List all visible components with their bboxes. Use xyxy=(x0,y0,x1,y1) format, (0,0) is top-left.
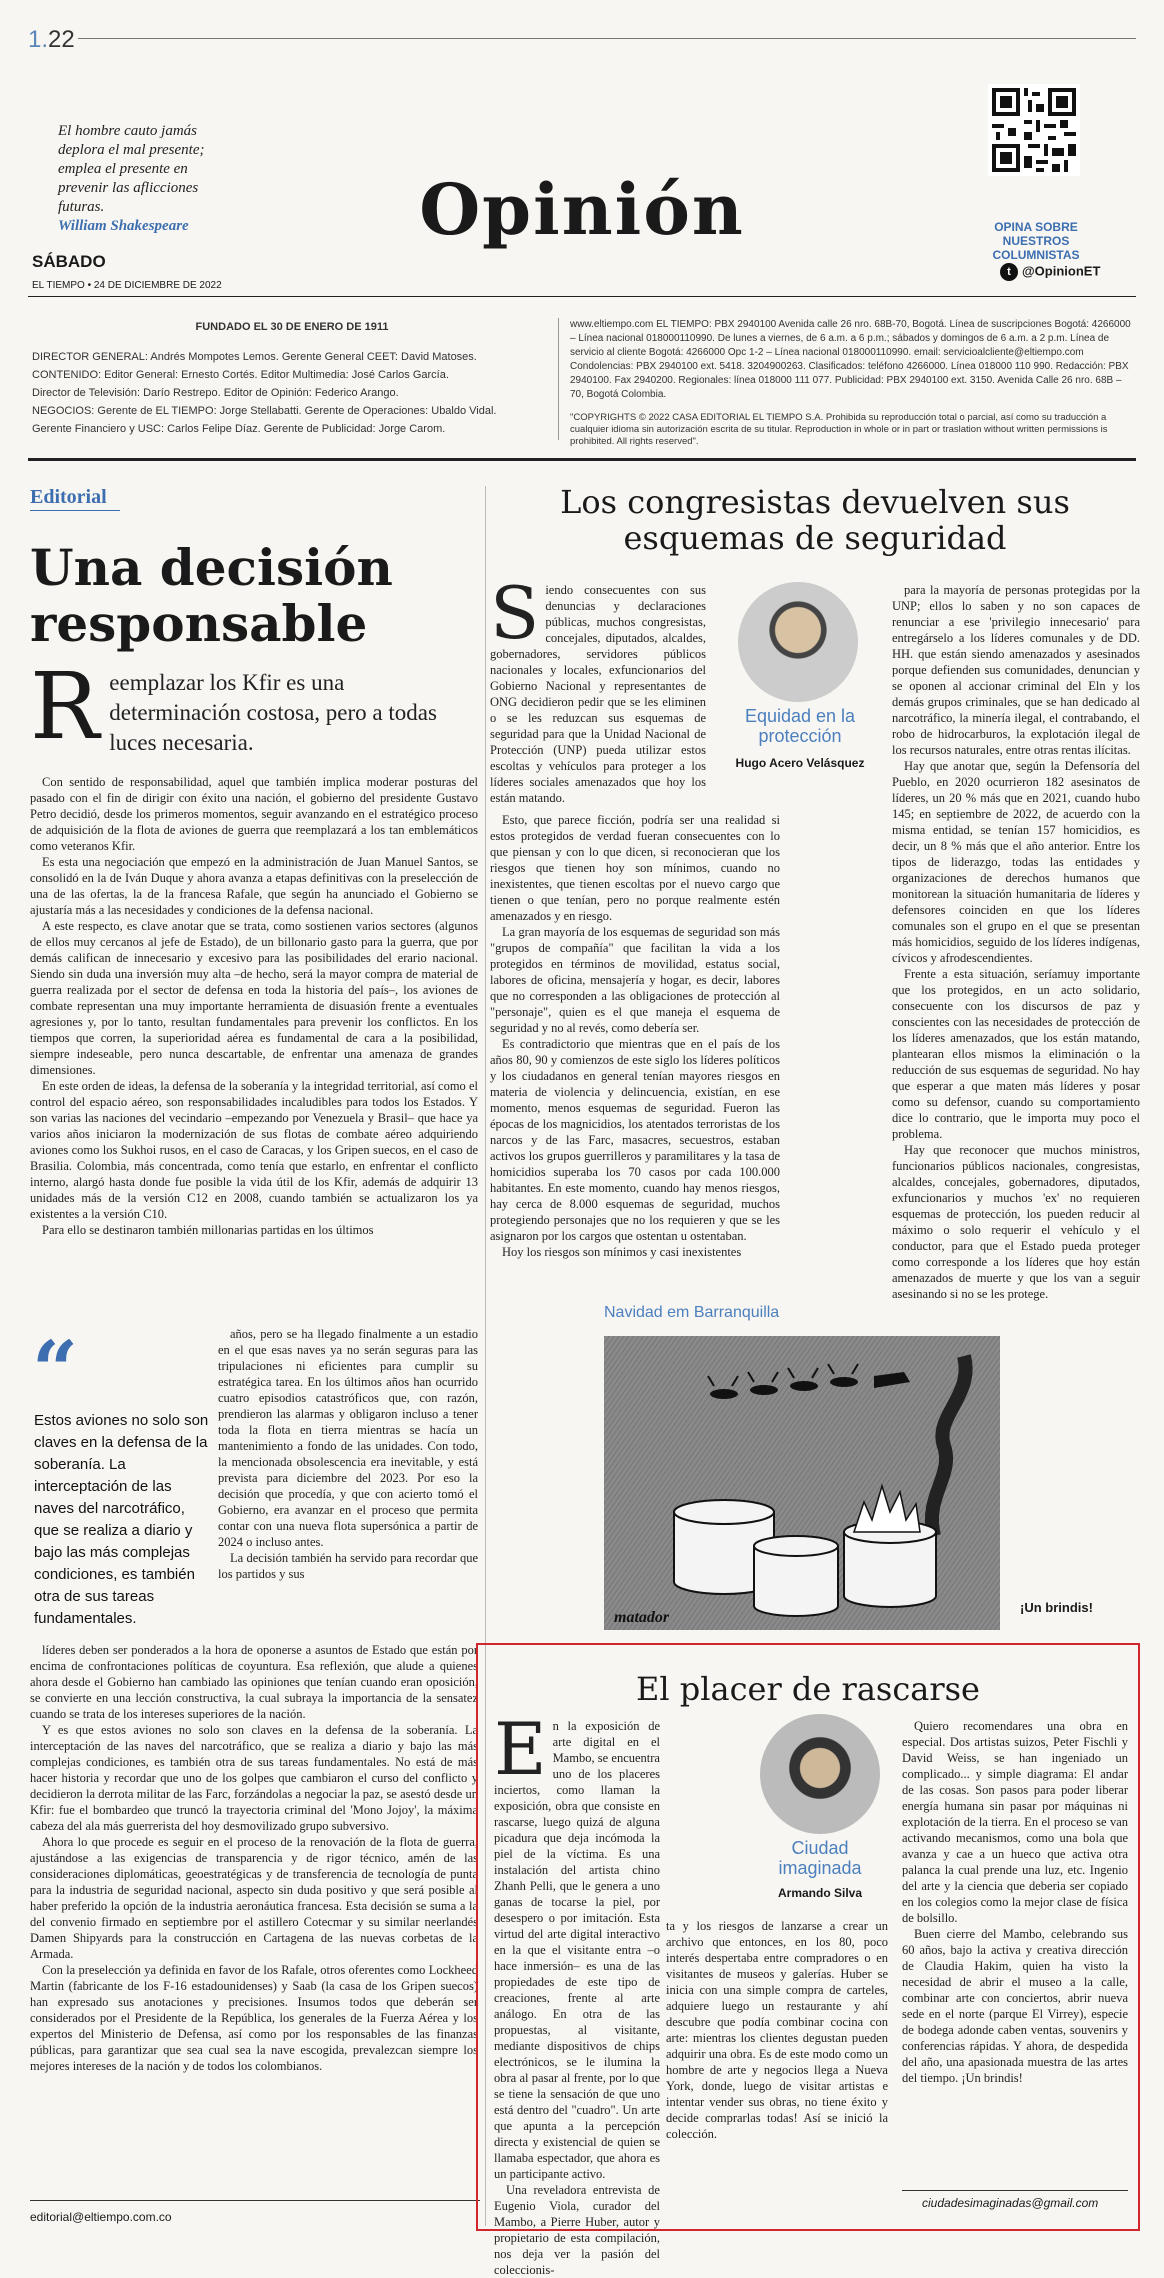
paragraph: Es esta una negociación que empezó en la administración de Juan Manuel Santos, se consolidó en la de Iván Duque y ahora avanza a etapas definitivas con la preselección de una de las ofertas, la de la francesa Rafale, que según ha anunciado el Gobierno se ajustaría más a las necesidades y condiciones de la defensa nacional. xyxy=(30,855,478,917)
paragraph: Con la preselección ya definida en favor de los Rafale, otros oferentes como Lockheed Martin (fabricante de los F-16 estadounidenses) y Saab (la casa de los Gripen suecos) han expresado sus anotaciones y precisiones. Insumos todos que deberán ser considerados por el Presidente de la República, los generales de la Fuerza Aérea y los expertos del Ministerio de Defensa, así como por los responsables de las finanzas públicas, para garantizar que sea cual sea la nave escogida, prevalezcan siempre los mejores intereses de la nación y de todos los colombianos. xyxy=(30,1963,478,2073)
email-rule xyxy=(902,2190,1128,2191)
paragraph: En este orden de ideas, la defensa de la soberanía y la integridad territorial, así como el control del espacio aéreo, son responsabilidades incaludibles para todos los Estados. Y son varias las naciones del vecindario –empezando por Venezuela y Brasil– que hace ya varios años iniciaron la modernización de sus flotas de combate aéreo adquiriendo aviones como los Sukhoi rusos, en el caso de Caracas, y los Gripen suecos, en el caso de Brasilia. Colombia, más concentrada, como tenía que estarlo, en enfrentar el conflicto interno, alargó hasta donde fue posible la vida útil de los Kfir, además de adquirir 13 unidades más de la versión C12 en 2008, cuando también se actualizaron los ya existentes a la versión C10. xyxy=(30,1079,478,1221)
contact-text: www.eltiempo.com EL TIEMPO: PBX 2940100 Avenida calle 26 nro. 68B-70, Bogotá. Línea de suscripciones Bogotá: 4266000 – Línea nacional 018000110990. De lunes a viernes, de 6 a.m. a 6 p.m.; sábados y domingos de 6 a.m. a 2 p.m. Línea de servicio al cliente Bogotá: 4266000 Opc 1-2 – Línea nacional 018000110990. email: servicioalcliente@eltiempo.com Condolencias: PBX 2940100 ext. 5418. 3204900263. Clasificados: teléfono 4266000. Línea 018000 110 990. Redacción: PBX 2940100. Fax 2940200. Regionales: línea 018000 111 077. Publicidad: PBX 2940100 ext. 3150. Avenida Calle 26 nro. 68B – 70, Bogotá Colombia. xyxy=(570,319,1131,400)
paragraph: Ahora lo que procede es seguir en el proceso de la renovación de la flota de guerra, ajustándose a las exigencias de transparencia y de rigor técnico, amén de las consideraciones diplomáticas, geoestratégicas y de transferencia de tecnología de punta para la industria de seguridad nacional, aspecto sin duda positivo y que será posible al haber preferido la opción de la industria aeronáutica francesa. Esta decisión se suma a la del convenio firmado en septiembre por el astillero Cotecmar y su similar neerlandés Damen Shipyards para la construcción en Cartagena de las nuevas corbetas de la Armada. xyxy=(30,1835,478,1961)
weekday: SÁBADO xyxy=(32,252,106,271)
paragraph: Hay que anotar que, según la Defensoría del Pueblo, en 2020 ocurrieron 182 asesinatos de líderes, un 20 % más que en 2021, cuando hubo 145; en septiembre de 2022, de acuerdo con la misma entidad, se tenían 157 homicidios, es decir, un 8 % más que el año anterior. Entre los tipos de liderazgo, todas las entidades y organizaciones de derechos humanos que monitorean la situación humanitaria de líderes y defensores coinciden en que los líderes comunales son el grupo en el que se presentan más homicidios, seguido de los líderes indígenas, cívicos y afrodescendientes. xyxy=(892,759,1140,965)
staff-line: DIRECTOR GENERAL: Andrés Mompotes Lemos. Gerente General CEET: David Matoses. xyxy=(32,351,477,363)
editorial-lead xyxy=(30,653,470,760)
paragraph: La decisión también ha servido para recordar que los partidos y sus xyxy=(218,1551,478,1581)
qr-code-icon[interactable] xyxy=(988,84,1080,176)
twitter-handle[interactable]: t @OpinionET xyxy=(1000,263,1100,281)
copyright-notice: "COPYRIGHTS © 2022 CASA EDITORIAL EL TIEMPO S.A. Prohibida su reproducción total o parcial, así como su traducción a cualquier idioma sin autorización escrita de su titular. Reproduction in whole or in part or traslation without written permissions is prohibited. All rights reserved". xyxy=(570,412,1108,447)
dropcap: E xyxy=(494,1707,547,1791)
masthead-rule xyxy=(28,296,1136,297)
staff-line: NEGOCIOS: Gerente de EL TIEMPO: Jorge Stellabatti. Gerente de Operaciones: Ubaldo Vidal. xyxy=(32,405,497,417)
rascarse-body xyxy=(666,1918,888,2142)
cartoon-title: Navidad em Barranquilla xyxy=(604,1304,780,1321)
paragraph: años, pero se ha llegado finalmente a un estadio en el que esas naves ya no serán seguras para las tripulaciones ni eficientes para cumplir su estratégica tarea. En los últimos años han ocurrido cuatro episodios catastróficos que, con razón, prendieron las alarmas y obligaron incluso a tener toda la flota en tierra mientras se hacía un mantenimiento a fondo de las unidades. Con todo, la mencionada obsolescencia era inevitable, y está prevista para diciembre del 2023. Por eso la decisión que procedía, y que con acierto tomó el Gobierno, era avanzar en el proceso que permita contar con una nueva flota supersónica a partir de 2024 o incluso antes. xyxy=(218,1327,478,1549)
paragraph: iendo consecuentes con sus denuncias y declaraciones públicas, muchos congresistas, concejales, diputados, alcaldes, gobernadores, servidores públicos nacionales y locales, exfuncionarios del Gobierno Nacional y representantes de ONG decidieron pedir que se les eliminen o se les reduzcan sus esquemas de seguridad para que la Unidad Nacional de Protección (UNP) pueda utilizar estos escoltas y vehículos para proteger a los líderes sociales amenazados que hoy los están matando. xyxy=(490,583,706,805)
issue-date: EL TIEMPO • 24 DE DICIEMBRE DE 2022 xyxy=(32,280,222,291)
paragraph: líderes deben ser ponderados a la hora de oponerse a asuntos de Estado que están por encima de confrontaciones políticas de coyuntura. Esa reflexión, que alude a quienes ahora desde el Gobierno han cambiado las opiniones que tenían cuando eran oposición, se convierte en una lección constructiva, la cual subraya la importancia de la sensatez cuando se trata de los intereses superiores de la nación. xyxy=(30,1643,478,1721)
congresistas-lead xyxy=(490,571,778,806)
dropcap: S xyxy=(490,571,540,655)
paragraph: ta y los riesgos de lanzarse a crear un archivo que entonces, en los 80, poco interés despertaba entre compradores o en visitantes de museos y galerías. Huber se inicia con una simple compra de carteles, adquiere luego un restaurante y ahí descubre que podía combinar cocina con arte: mientras los clientes degustan pueden adquirir una obra. Es de este modo como un hombre de arte y negocios llega a Nueva York, donde, luego de visitar artistas e intentar vender sus obras, no tiene éxito y decide comprarlas todas! Así se inició la colección. xyxy=(666,1919,888,2141)
editorial-body-final xyxy=(30,1642,478,2074)
staff-line: Gerente Financiero y USC: Carlos Felipe Díaz. Gerente de Publicidad: Jorge Carom. xyxy=(32,423,446,435)
editorial-kicker: Editorial xyxy=(30,486,107,508)
email-rule xyxy=(30,2200,480,2201)
contact-box xyxy=(570,318,1135,448)
founded-line: FUNDADO EL 30 DE ENERO DE 1911 xyxy=(195,321,389,333)
editorial-body xyxy=(30,774,478,1238)
rascarse-email[interactable]: ciudadesimaginadas@gmail.com xyxy=(922,2196,1099,2210)
congresistas-headline: Los congresistas devuelven sus esquemas de seguridad xyxy=(560,483,1070,557)
paragraph: Hoy los riesgos son mínimos y casi inexistentes xyxy=(502,1245,742,1259)
opina-link[interactable]: OPINA SOBRE NUESTROS COLUMNISTAS xyxy=(992,220,1080,262)
column-name: Equidad en la protección xyxy=(744,706,856,746)
paragraph: Hay que reconocer que muchos ministros, funcionarios públicos nacionales, congresistas, alcaldes, concejales, gobernadores, diputados, exfuncionarios y muchos 'ex' no requieren esquemas de protección, los pueden reducir al máximo o solo requerir el vehículo y el conductor, para que el Estado pueda proteger como corresponde a los líderes que hoy están amenazados de muerte y que los van a seguir asesinando si no se les protege. xyxy=(892,1143,1140,1301)
pull-quote: Estos aviones no solo son claves en la defensa de la soberanía. La interceptación de las naves del narcotráfico, que se realiza a diario y bajo las más complejas condiciones, es también otra de sus tareas fundamentales. xyxy=(34,1412,209,1627)
author-photo xyxy=(760,1714,880,1834)
author-name: Hugo Acero Velásquez xyxy=(735,756,865,770)
lead-text: eemplazar los Kfir es una determinación costosa, pero a todas luces necesaria. xyxy=(109,670,437,755)
paragraph: Con sentido de responsabilidad, aquel que también implica moderar posturas del pasado con el fin de dirigir con éxito una nación, el gobierno del presidente Gustavo Petro decidió, desde los primeros momentos, seguir avanzando en el estratégico proceso de adquisición de la flota de aviones de guerra que reemplazará a los tan emblemáticos como veteranos Kfir. xyxy=(30,775,478,853)
editorial-body-continued xyxy=(218,1326,478,1582)
rascarse-lead xyxy=(494,1707,660,2278)
paragraph: Esto, que parece ficción, podría ser una realidad si estos protegidos de verdad fueran consecuentes con lo que piensan y con lo que dicen, si reconocieran que los riesgos que tienen hoy son mínimos, cuando no inexistentes, que tienen escoltas por el nuevo cargo que tienen o que tenían, pero no porque realmente estén amenazados y en riesgo. xyxy=(490,813,780,923)
paragraph: Para ello se destinaron también millonarias partidas en los últimos xyxy=(42,1223,374,1237)
paragraph: Y es que estos aviones no solo son claves en la defensa de la soberanía. La interceptación de las naves del narcotráfico, que se realiza a diario y bajo las más complejas condiciones, es también otra de sus tareas fundamentales. No está de más hacer historia y recordar que uno de los golpes que cambiaron el curso del conflicto y decidieron la derrota militar de las Farc, forzándolas a negociar la paz, se asestó desde un Kfir: fue el bombardeo que truncó la trayectoria criminal del 'Mono Jojoy', la máxima cabeza del ala más guerrerista del hoy desmovilizado grupo subversivo. xyxy=(30,1723,478,1833)
rascarse-body-right xyxy=(902,1718,1128,2086)
paragraph: Es contradictorio que mientras que en el país de los años 80, 90 y comienzos de este siglo los líderes políticos y los ciudadanos en general tenían mayores riesgos en materia de violencia y delincuencia, existían, en ese momento, menos esquemas de seguridad. Fueron las épocas de los magnicidios, los atentados terroristas de los narcos y de las Farc, masacres, secuestros, estaban activos los grupos guerrilleros y paramilitares y la tasa de homicidios superaba los 70 casos por cada 100.000 habitantes. En este momento, cuando hay menos riesgos, hay cerca de 8.000 esquemas de seguridad, muchos protegiendo personajes que no los requieren y que se les asignaron por los cargos que ostentan u ostentaban. xyxy=(490,1037,780,1243)
top-rule xyxy=(78,38,1136,39)
staff-box xyxy=(32,318,552,438)
paragraph: para la mayoría de personas protegidas por la UNP; ellos lo saben y no son capaces de renunciar a ese 'privilegio innecesario' para entregárselo a los líderes comunales y de DD. HH. que están siendo amenazados y asesinados porque defienden sus comunidades, denuncian y se oponen al accionar criminal del Eln y los demás grupos criminales, que se han dedicado al narcotráfico, la minería ilegal, el contrabando, el robo de hidrocarburos, la explotación ilegal de los recursos naturales, entre otras rentas ilícitas. xyxy=(892,583,1140,757)
staff-line: Director de Televisión: Darío Restrepo. Editor de Opinión: Federico Arango. xyxy=(32,387,399,399)
paragraph: A este respecto, es clave anotar que se trata, como sostienen varios sectores (algunos de ellos muy cercanos al jefe de Estado), de un billonario gasto para la guerra, que por demás califican de innecesario y excesivo para las posibilidades del erario nacional. Siendo sin duda una inversión muy alta –de hecho, será la mayor compra de material de guerra realizada por el sector de defensa en toda la historia del país–, los aviones de combate representan una muy importante herramienta de disuasión frente a eventuales agresiones y, por lo tanto, resultan fundamentales para prevenir los conflictos. En los tiempos que corren, la superioridad aérea es fundamental de cara a la posibilidad, siempre indeseable, pero nunca descartable, de enfrentar una amenaza de grandes dimensiones. xyxy=(30,919,478,1077)
page-number: 1.22 xyxy=(28,26,75,53)
paragraph: n la exposición de arte digital en el Mambo, se encuentra uno de los placeres inciertos, como llaman la exposición, obra que consiste en rascarse, luego quizá de alguna picadura que deja incómoda la piel de la víctima. Es una instalación del artista chino Zhanh Pelli, que le genera a uno ganas de tocarse la piel, por desespero o por imitación. Esta virtud del arte digital interactivo en la que el visitante entra –o hace inmersión– es una de las propiedades de este tipo de creaciones, frente al arte análogo. En otra de las propuestas, al visitante, mediante dispositivos de chips electrónicos, se le ilumina la obra al pasar al frente, por lo que se tiene la sensación de que uno está dentro del "cuadro". Un arte que apunta a la percepción directa y existencial de quien se llamaba espectador, que ahora es un participante activo. xyxy=(494,1719,660,2181)
quote-mark-icon: “ xyxy=(32,1323,79,1417)
column-name: Ciudad imaginada xyxy=(778,1838,862,1878)
twitter-icon: t xyxy=(1000,263,1018,281)
section-masthead: Opinión xyxy=(419,168,745,251)
congresistas-body xyxy=(490,812,780,1260)
paragraph: Una reveladora entrevista de Eugenio Viola, curador del Mambo, a Pierre Huber, autor y propietario de esta compilación, nos deja ver la pasión del coleccionis- xyxy=(494,2183,660,2277)
staff-line: CONTENIDO: Editor General: Ernesto Cortés. Editor Multimedia: José Carlos García. xyxy=(32,369,449,381)
cartoon-signature: matador xyxy=(614,1609,670,1626)
cartoon-image xyxy=(604,1336,1000,1630)
paragraph: Quiero recomendares una obra en especial. Dos artistas suizos, Peter Fischli y David Weiss, se han ingeniado un complicado... y simple diagrama: El andar de las cosas. Son pasos para poder liberar energía humana sin pasar por máquinas ni explotación de la tierra. En el proceso se van activando mecanismos, como una bola que avanza y cae a un hueco que activa otra palanca la cual prende una luz, etc. Ingenio del arte y la ciencia que deberia ser copiado en los colegios como la mejor clase de física de bolsillo. xyxy=(902,1719,1128,1925)
rascarse-headline: El placer de rascarse xyxy=(636,1670,980,1708)
editorial-email[interactable]: editorial@eltiempo.com.co xyxy=(30,2210,172,2224)
paragraph: La gran mayoría de los esquemas de seguridad son más "grupos de compañía" que facilitan la vida a los protegidos en términos de movilidad, estatus social, labores de oficina, mensajería y hogar, es decir, labores que no corresponden a las obligaciones de protección al "personaje", quien es el que maneja el esquema de seguridad y no al revés, como debería ser. xyxy=(490,925,780,1035)
paragraph: Frente a esta situación, seríamuy importante que los protegidos, en un acto solidario, consecuente con los discursos de paz y conscientes con las necesidades de protección de los líderes amenazados, que los están matando, plantearan ellos mismos la eliminación o la reducción de sus esquemas de seguridad. No hay que esperar a que maten más líderes y posar como su defensor, cuando su comportamiento dice lo contrario, que le importa muy poco el problema. xyxy=(892,967,1140,1141)
author-photo xyxy=(738,582,858,702)
header-bottom-rule xyxy=(28,458,1136,461)
editorial-headline: Una decisión responsable xyxy=(30,538,393,653)
congresistas-body-right xyxy=(892,582,1140,1302)
paragraph: Buen cierre del Mambo, celebrando sus 60 años, bajo la activa y creativa dirección de Claudia Hakim, quien ha visto la necesidad de abrir el museo a la calle, combinar arte con conciertos, abrir nueva sede en el norte (parque El Virrey), especie de bodega adonde caben ventas, souvenirs y conferencias rápidas. Y ahora, de despedida del año, una apasionada muestra de las artes del tiempo. ¡Un brindis! xyxy=(902,1927,1128,2085)
cartoon-caption: ¡Un brindis! xyxy=(1020,1600,1093,1615)
author-name: Armando Silva xyxy=(777,1886,863,1900)
epigraph-author: William Shakespeare xyxy=(58,218,189,234)
epigraph-text: El hombre cauto jamás deplora el mal presente; emplea el presente en prevenir las aflicciones futuras. xyxy=(58,123,205,215)
kicker-underline xyxy=(30,510,120,511)
staff-divider xyxy=(558,318,559,440)
dropcap: R xyxy=(30,653,100,760)
